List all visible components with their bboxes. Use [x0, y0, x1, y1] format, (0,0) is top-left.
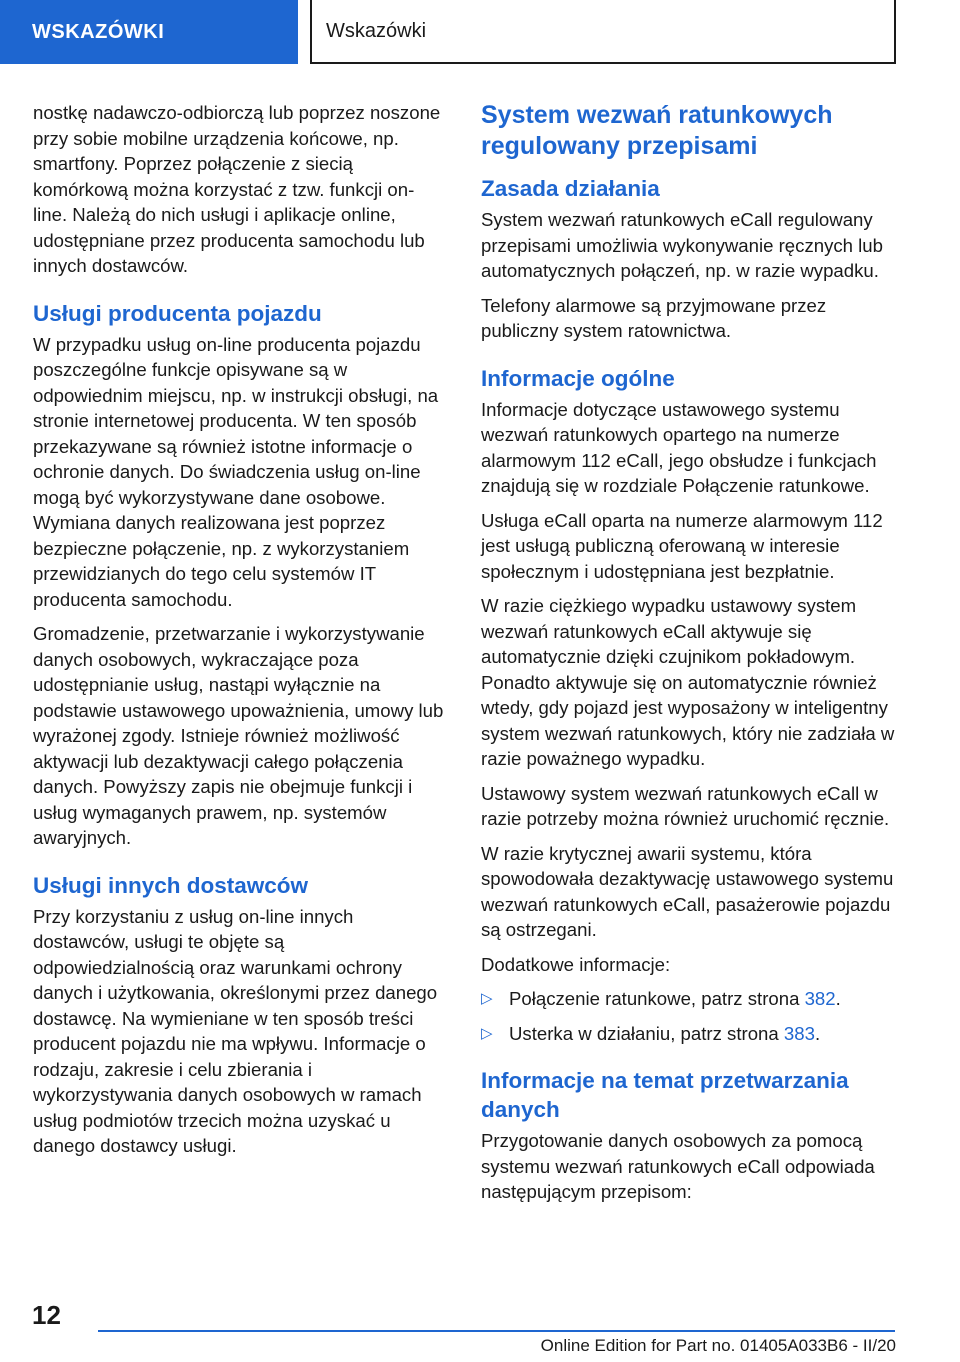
page-title: Wskazówki	[310, 0, 896, 64]
heading-principle: Zasada działania	[481, 176, 660, 201]
left-column	[33, 100, 448, 1168]
triangle-right-icon: ▷	[481, 1024, 493, 1042]
paragraph: Ustawowy system wezwań ratunkowych eCall w razie potrzeby można również uruchomić ręcznie.	[481, 782, 890, 829]
reference-text: Usterka w działaniu, patrz strona 383.	[509, 1022, 821, 1044]
heading-data-processing: Informacje na temat przetwarzania danych	[481, 1068, 849, 1122]
edition-note: Online Edition for Part no. 01405A033B6 - II/20	[540, 1336, 896, 1355]
right-column	[481, 100, 897, 1214]
footer-divider	[98, 1330, 895, 1332]
triangle-right-icon: ▷	[481, 990, 493, 1007]
paragraph: Przygotowanie danych osobowych za pomocą systemu wezwań ratunkowych eCall odpowiada następującym przepisom:	[481, 1130, 875, 1202]
section-tab[interactable]: WSKAZÓWKI	[0, 0, 298, 64]
paragraph: Telefony alarmowe są przyjmowane przez publiczny system ratownictwa.	[481, 294, 827, 341]
reference-text: Połączenie ratunkowe, patrz strona 382.	[509, 988, 841, 1009]
paragraph: Informacje dotyczące ustawowego systemu wezwań ratunkowych opartego na numerze alarmowym 112 eCall, jego obsłudze i funkcjach znajdują się w rozdziale Połączenie ratunkowe.	[481, 398, 877, 496]
paragraph: nostkę nadawczo-odbiorczą lub poprzez noszone przy sobie mobilne urządzenia końcowe, np. smartfony. Poprzez połączenie z siecią komórkową można korzystać z tzw. funkcji on-line. Należą do nich usługi i aplikacje online, udostępniane przez producenta samochodu lub innych dostawców.	[33, 102, 441, 276]
reference-item	[481, 1021, 897, 1047]
page-number: 12	[32, 1300, 61, 1330]
paragraph: System wezwań ratunkowych eCall regulowany przepisami umożliwia wykonywanie ręcznych lub automatycznych połączeń, np. w razie wypadku.	[481, 209, 883, 281]
heading-emergency-call-system: System wezwań ratunkowych regulowany przepisami	[481, 101, 833, 160]
heading-third-party-services: Usługi innych dostawców	[33, 872, 309, 898]
paragraph: W razie krytycznej awarii systemu, która spowodowała dezaktywację ustawowego systemu wezwań ratunkowych eCall, pasażerowie pojazdu są ostrzegani.	[481, 842, 894, 940]
heading-producer-services: Usługi producenta pojazdu	[33, 300, 322, 326]
heading-general-info: Informacje ogólne	[481, 365, 675, 391]
paragraph: Dodatkowe informacje:	[481, 953, 671, 975]
paragraph: Usługa eCall oparta na numerze alarmowym 112 jest usługą publiczną oferowaną w interesie społecznym i udostępniana jest bezpłatnie.	[481, 509, 883, 582]
reference-item	[481, 986, 897, 1012]
reference-list	[481, 986, 897, 1046]
paragraph: W razie ciężkiego wypadku ustawowy system wezwań ratunkowych eCall aktywuje się automatycznie dzięki czujnikom pokładowym. Ponadto aktywuje się on automatycznie również wtedy, gdy pojazd jest wyposażony w inteligentny system wezwań ratunkowych, który nie zadziała w razie poważnego wypadku.	[481, 595, 895, 769]
page-link-383[interactable]: 383	[783, 1022, 815, 1044]
page-link-382[interactable]: 382	[804, 988, 836, 1009]
paragraph: Przy korzystaniu z usług on-line innych dostawców, usługi te objęte są odpowiedzialnością oraz warunkami ochrony danych i użytkowania, określonymi przez danego dostawcę. Na wymieniane w ten sposób treści producent pojazdu nie ma wpływu. Informacje o rodzaju, zakresie i celu zbierania i wykorzystywania danych osobowych w ramach usług podmiotów trzecich można uzyskać u danego dostawcy usługi.	[33, 905, 438, 1156]
paragraph: W przypadku usług on-line producenta pojazdu poszczególne funkcje opisywane są w odpowiednim miejscu, np. w instrukcji obsługi, na stronie internetowej producenta. W ten sposób przekazywane są również istotne informacje o ochronie danych. Do świadczenia usług on-line mogą być wykorzystywane dane osobowe. Wymiana danych realizowana jest poprzez bezpieczne połączenie, np. z wykorzystaniem przewidzianych do tego celu systemów IT producenta samochodu.	[33, 333, 439, 610]
paragraph: Gromadzenie, przetwarzanie i wykorzystywanie danych osobowych, wykraczające poza udostępnianie usług, nastąpi wyłącznie na podstawie ustawowego upoważnienia, umowy lub wyrażonej zgody. Istnieje również możliwość aktywacji lub dezaktywacji całego połączenia danych. Powyższy zapis nie obejmuje funkcji i usług wymaganych prawem, np. systemów awaryjnych.	[33, 623, 444, 848]
